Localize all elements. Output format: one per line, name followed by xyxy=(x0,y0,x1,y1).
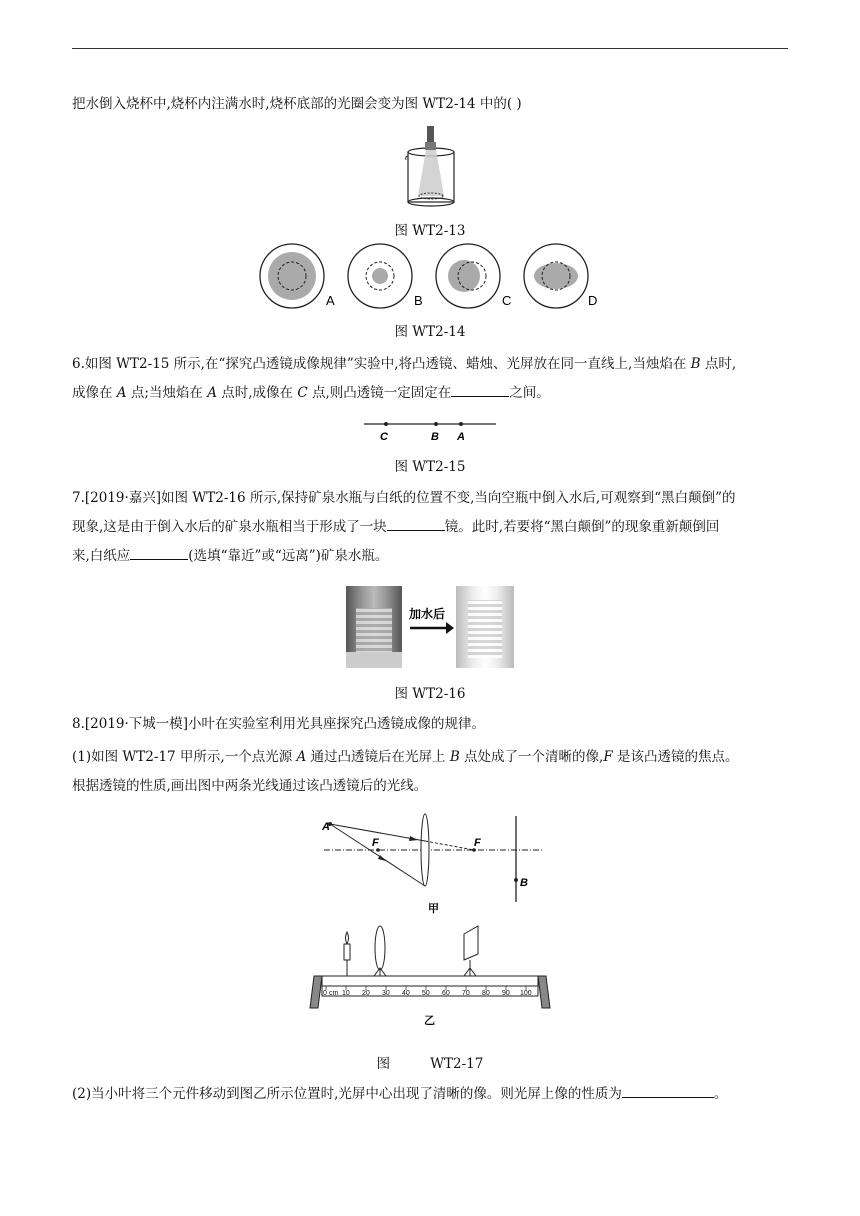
figure-wt2-17-yi xyxy=(306,924,556,1030)
option-c-label: C xyxy=(502,293,512,308)
figure-wt2-15 xyxy=(360,414,500,446)
tick-100: 100 xyxy=(520,990,532,997)
focus-f2-label: F xyxy=(474,837,481,849)
question-8-title: 8.[2019·下城一模]小叶在实验室利用光具座探究凸透镜成像的规律。 xyxy=(72,716,486,732)
answer-blank-q7-1[interactable] xyxy=(387,530,445,531)
focus-f1-label: F xyxy=(372,837,379,849)
option-a-label: A xyxy=(326,293,335,308)
tick-0: 0 xyxy=(323,990,327,997)
point-c-label: C xyxy=(380,431,388,443)
figure-wt2-15-caption: 图 WT2-15 xyxy=(394,459,466,475)
question-8-part1: (1)如图 WT2-17 甲所示,一个点光源 A 通过凸透镜后在光屏上 B 点处成了一个清晰的像,F 是该凸透镜的焦点。 根据透镜的性质,画出图中两条光线通过该凸透镜后的光线。 xyxy=(72,749,739,794)
question-7-text: 7.[2019·嘉兴]如图 WT2-16 所示,保持矿泉水瓶与白纸的位置不变,当向空瓶中倒入水后,可观察到“黑白颠倒”的 现象,这是由于倒入水后的矿泉水瓶相当于形成了一块 镜。此时,若要将“黑白颠倒”的现象重新颠倒回 来,白纸应 (选填“靠近”或“远离”)矿泉水瓶。 xyxy=(72,490,736,564)
answer-blank-q7-2[interactable] xyxy=(130,559,188,560)
figure-wt2-14 xyxy=(256,242,606,312)
figure-wt2-17-jia xyxy=(318,812,548,916)
figure-wt2-16-caption: 图 WT2-16 xyxy=(394,686,466,702)
header-rule xyxy=(72,48,788,49)
photo-bottle-before xyxy=(346,586,402,668)
question-5-text: 把水倒入烧杯中,烧杯内注满水时,烧杯底部的光圈会变为图 WT2-14 中的( ) xyxy=(72,96,522,112)
option-d-label: D xyxy=(588,293,598,308)
figure-wt2-16-arrow xyxy=(404,600,456,650)
photo-bottle-after xyxy=(456,586,514,668)
tick-30: 30 xyxy=(382,990,390,997)
tick-60: 60 xyxy=(442,990,450,997)
tick-90: 90 xyxy=(502,990,510,997)
tick-70: 70 xyxy=(462,990,470,997)
point-b-label-17: B xyxy=(520,877,528,889)
tick-cm: cm xyxy=(329,990,339,997)
point-a-label: A xyxy=(457,431,465,443)
figure-wt2-13 xyxy=(396,120,466,212)
tick-50: 50 xyxy=(422,990,430,997)
arrow-label: 加水后 xyxy=(409,607,446,621)
answer-blank-q6[interactable] xyxy=(451,396,509,397)
sub-jia-label: 甲 xyxy=(428,903,439,915)
tick-80: 80 xyxy=(482,990,490,997)
question-6-text: 6.如图 WT2-15 所示,在“探究凸透镜成像规律”实验中,将凸透镜、蜡烛、光屏放在同一直线上,当烛焰在 B 点时, 成像在 A 点;当烛焰在 A 点时,成像在 C 点,则凸透镜一定固定在 之间。 xyxy=(72,356,737,401)
point-a-label-17: A xyxy=(322,821,330,833)
tick-40: 40 xyxy=(402,990,410,997)
figure-wt2-14-caption: 图 WT2-14 xyxy=(394,324,466,340)
tick-20: 20 xyxy=(362,990,370,997)
tick-10: 10 xyxy=(342,990,350,997)
sub-yi-label: 乙 xyxy=(424,1015,435,1027)
figure-wt2-17-caption: 图 WT2-17 xyxy=(376,1056,484,1072)
point-b-label: B xyxy=(431,431,439,443)
figure-wt2-13-caption: 图 WT2-13 xyxy=(394,223,466,239)
answer-blank-q8[interactable] xyxy=(622,1097,714,1098)
question-8-part2: (2)当小叶将三个元件移动到图乙所示位置时,光屏中心出现了清晰的像。则光屏上像的性质为 。 xyxy=(72,1086,728,1102)
option-b-label: B xyxy=(414,293,423,308)
